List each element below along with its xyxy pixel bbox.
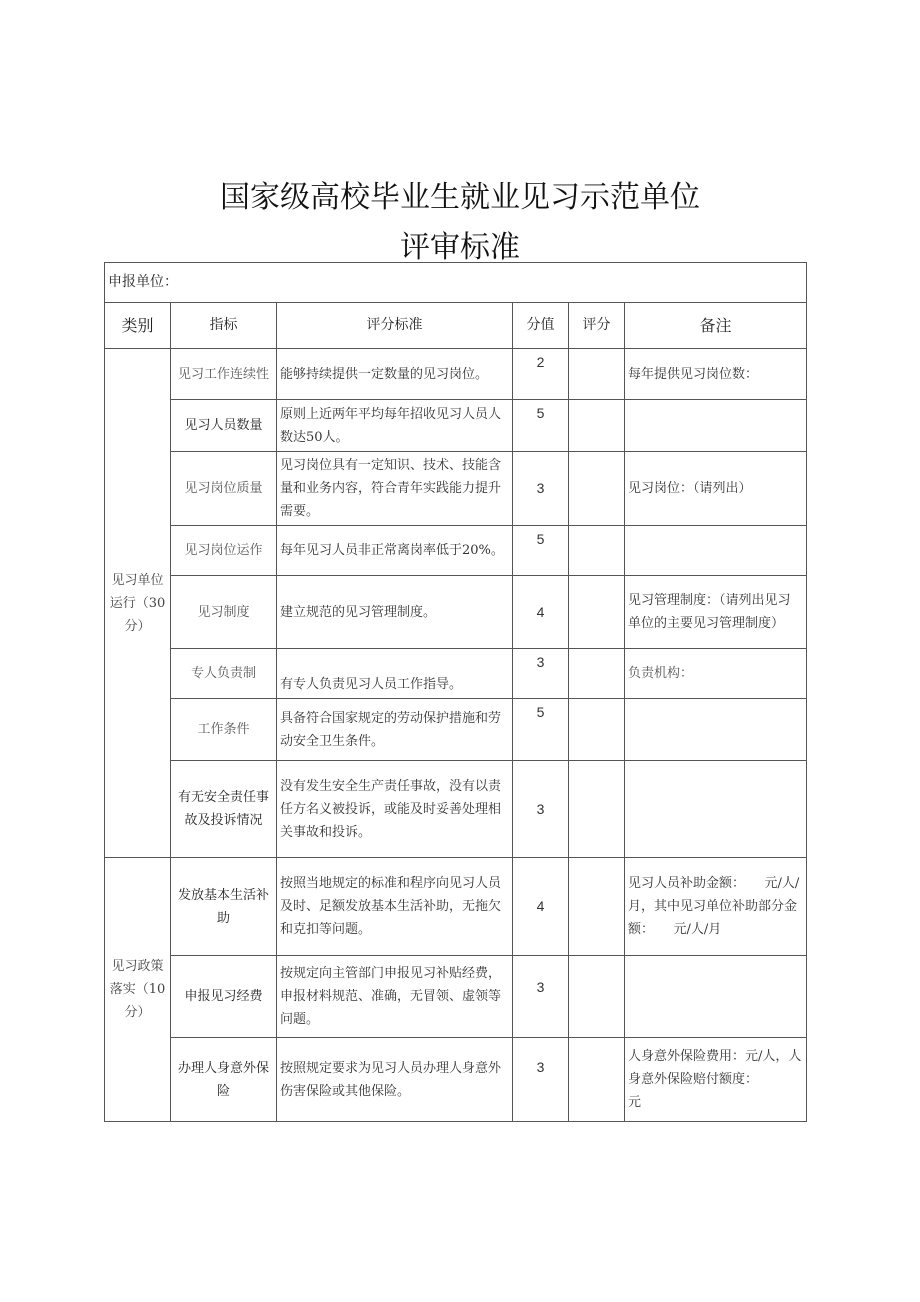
criteria-cell: 没有发生安全生产责任事故，没有以责任方名义被投诉，或能及时妥善处理相关事故和投诉。	[277, 761, 513, 858]
table-row	[105, 400, 807, 452]
rating-cell[interactable]	[569, 576, 625, 649]
criteria-cell: 见习岗位具有一定知识、技术、技能含量和业务内容，符合青年实践能力提升需要。	[277, 452, 513, 526]
criteria-cell: 按照当地规定的标准和程序向见习人员及时、足额发放基本生活补助，无拖欠和克扣等问题。	[277, 858, 513, 956]
indicator-cell: 见习岗位质量	[171, 452, 277, 526]
criteria-cell: 能够持续提供一定数量的见习岗位。	[277, 349, 513, 400]
page-subtitle: 评审标准	[400, 230, 520, 265]
points-cell: 4	[513, 858, 569, 956]
remarks-cell	[625, 699, 807, 761]
table-row	[105, 452, 807, 526]
indicator-cell: 发放基本生活补助	[171, 858, 277, 956]
points-cell: 3	[513, 956, 569, 1038]
table-row	[105, 699, 807, 761]
indicator-cell: 有无安全责任事故及投诉情况	[171, 761, 277, 858]
indicator-cell: 专人负责制	[171, 649, 277, 699]
criteria-cell: 每年见习人员非正常离岗率低于20%。	[277, 526, 513, 576]
criteria-table	[104, 262, 807, 1122]
points-cell: 5	[513, 526, 569, 576]
indicator-cell: 见习人员数量	[171, 400, 277, 452]
points-cell: 3	[513, 452, 569, 526]
points-cell: 2	[513, 349, 569, 400]
rating-cell[interactable]	[569, 761, 625, 858]
table-row	[105, 526, 807, 576]
remarks-cell	[625, 761, 807, 858]
points-cell: 5	[513, 400, 569, 452]
criteria-cell: 按照规定要求为见习人员办理人身意外伤害保险或其他保险。	[277, 1038, 513, 1122]
criteria-cell: 有专人负责见习人员工作指导。	[277, 649, 513, 699]
table-row	[105, 761, 807, 858]
rating-cell[interactable]	[569, 1038, 625, 1122]
indicator-cell: 见习制度	[171, 576, 277, 649]
header-row	[105, 303, 807, 349]
indicator-cell: 工作条件	[171, 699, 277, 761]
remarks-cell	[625, 956, 807, 1038]
remarks-cell: 见习管理制度：（请列出见习单位的主要见习管理制度）	[625, 576, 807, 649]
indicator-cell: 见习岗位运作	[171, 526, 277, 576]
remarks-cell	[625, 526, 807, 576]
remarks-cell: 每年提供见习岗位数：	[625, 349, 807, 400]
table-row	[105, 1038, 807, 1122]
category-cell-operation: 见习单位运行（30分）	[105, 349, 171, 858]
rating-cell[interactable]	[569, 649, 625, 699]
points-cell: 3	[513, 649, 569, 699]
indicator-cell: 见习工作连续性	[171, 349, 277, 400]
rating-cell[interactable]	[569, 699, 625, 761]
header-rating: 评分	[569, 303, 625, 349]
table-row	[105, 649, 807, 699]
indicator-cell: 申报见习经费	[171, 956, 277, 1038]
remarks-cell: 见习岗位：（请列出）	[625, 452, 807, 526]
header-criteria: 评分标准	[277, 303, 513, 349]
table-row	[105, 858, 807, 956]
remarks-cell	[625, 400, 807, 452]
points-cell: 3	[513, 761, 569, 858]
header-points: 分值	[513, 303, 569, 349]
header-remarks: 备注	[625, 303, 807, 349]
rating-cell[interactable]	[569, 349, 625, 400]
header-indicator: 指标	[171, 303, 277, 349]
remarks-cell: 负责机构：	[625, 649, 807, 699]
criteria-cell: 具备符合国家规定的劳动保护措施和劳动安全卫生条件。	[277, 699, 513, 761]
criteria-cell: 原则上近两年平均每年招收见习人员人数达50人。	[277, 400, 513, 452]
table-row	[105, 576, 807, 649]
rating-cell[interactable]	[569, 452, 625, 526]
remarks-cell: 见习人员补助金额： 元/人/月，其中见习单位补助部分金额： 元/人/月	[625, 858, 807, 956]
criteria-cell: 按规定向主管部门申报见习补贴经费，申报材料规范、准确，无冒领、虚领等问题。	[277, 956, 513, 1038]
indicator-cell: 办理人身意外保险	[171, 1038, 277, 1122]
points-cell: 4	[513, 576, 569, 649]
table-row	[105, 349, 807, 400]
rating-cell[interactable]	[569, 400, 625, 452]
points-cell: 3	[513, 1038, 569, 1122]
header-category: 类别	[105, 303, 171, 349]
remarks-cell: 人身意外保险费用：元/人，人身意外保险赔付额度： 元	[625, 1038, 807, 1122]
category-cell-policy: 见习政策落实（10分）	[105, 858, 171, 1122]
rating-cell[interactable]	[569, 956, 625, 1038]
rating-cell[interactable]	[569, 526, 625, 576]
criteria-cell: 建立规范的见习管理制度。	[277, 576, 513, 649]
applicant-row	[105, 263, 807, 303]
rating-cell[interactable]	[569, 858, 625, 956]
page-title: 国家级高校毕业生就业见习示范单位	[220, 180, 700, 215]
table-row	[105, 956, 807, 1038]
applicant-label: 申报单位：	[105, 263, 807, 303]
points-cell: 5	[513, 699, 569, 761]
